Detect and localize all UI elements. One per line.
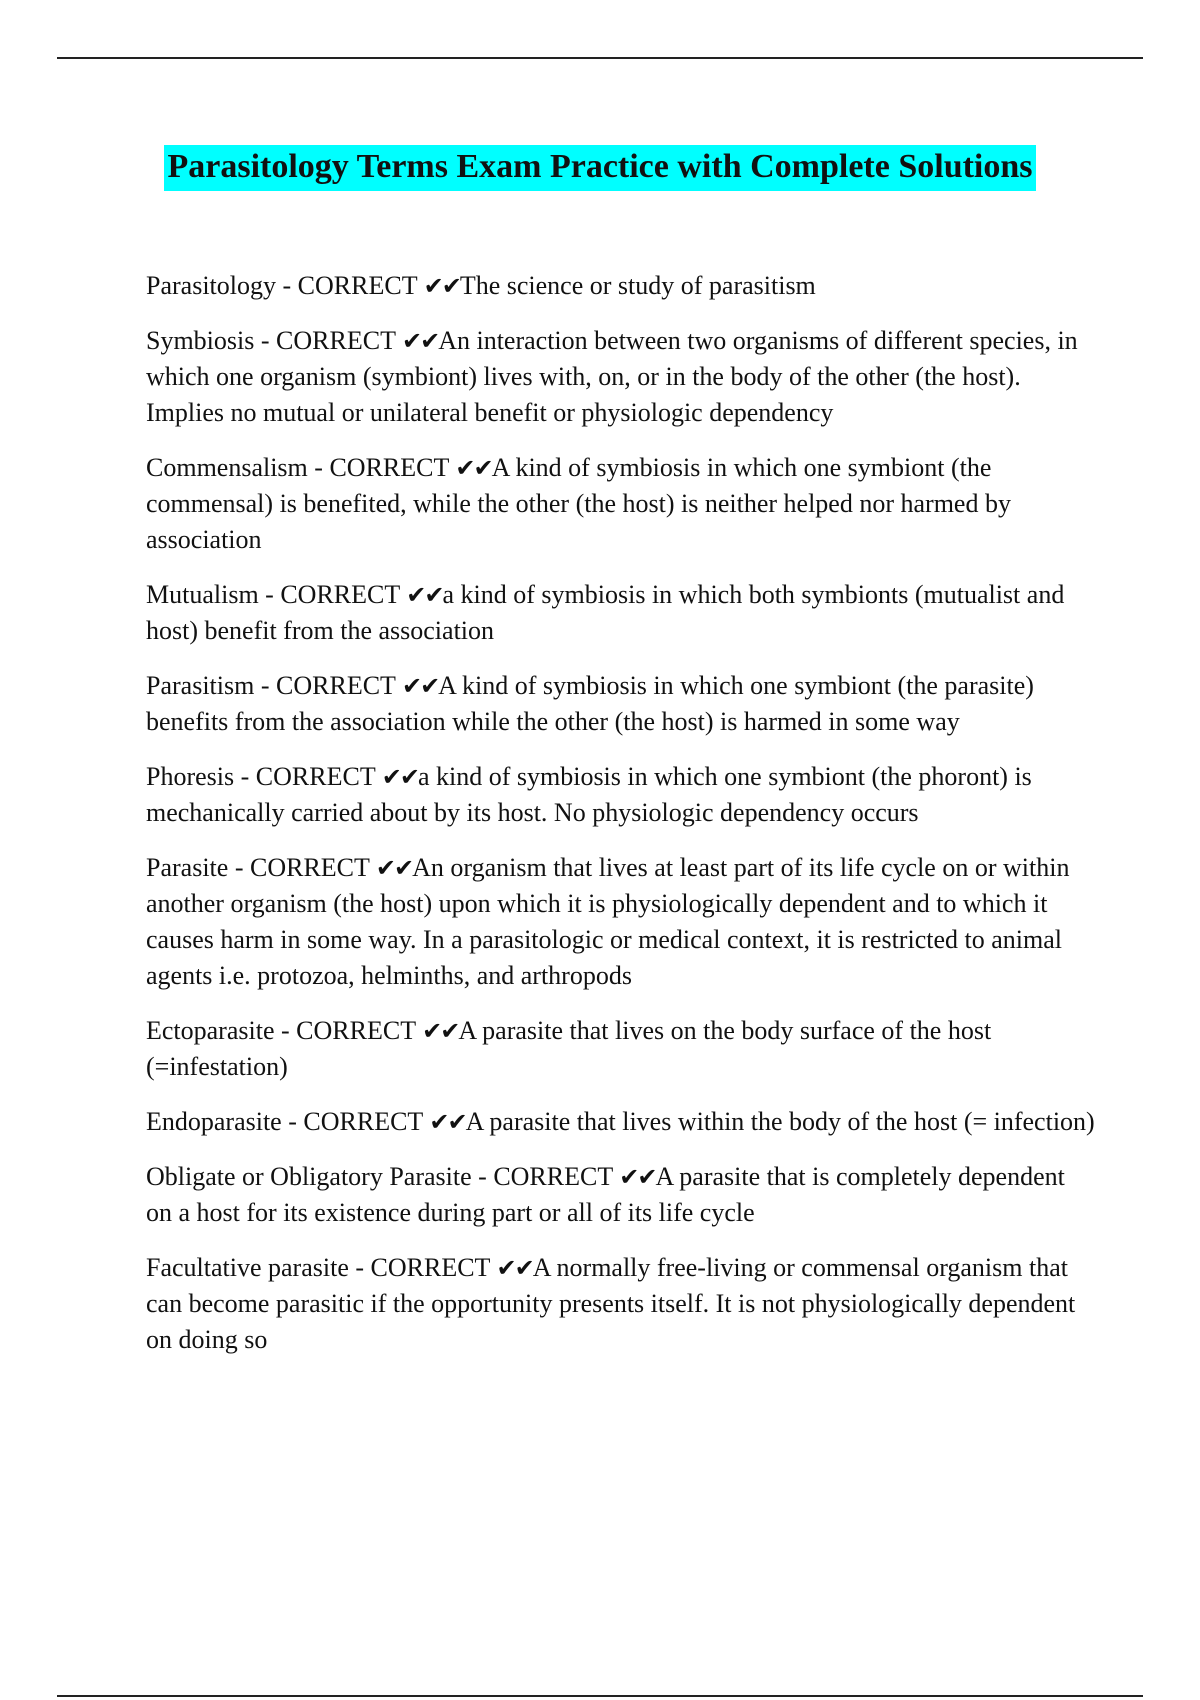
definition: The science or study of parasitism xyxy=(459,271,816,300)
correct-marker: CORRECT xyxy=(249,853,370,882)
term: Ectoparasite xyxy=(146,1016,275,1045)
definition: A kind of symbiosis in which one symbiont (the parasite) benefits from the association while the other (the host) is harmed in some way xyxy=(146,671,1034,736)
term-entry: Facultative parasite - CORRECT ✔✔A normally free-living or commensal organism that can become parasitic if the opportunity presents itself. It is not physiologically dependent on doing so xyxy=(146,1253,1076,1354)
double-check-icon: ✔✔ xyxy=(496,1254,533,1282)
double-check-icon: ✔✔ xyxy=(455,454,492,482)
definition: A parasite that is completely dependent on a host for its existence during part or all of its life cycle xyxy=(146,1162,1065,1227)
correct-marker: CORRECT xyxy=(303,1107,423,1136)
double-check-icon: ✔✔ xyxy=(375,854,413,882)
correct-marker: CORRECT xyxy=(297,271,418,300)
term-entry: Phoresis - CORRECT ✔✔a kind of symbiosis in which one symbiont (the phoront) is mechanically carried about by its host. No physiologic dependency occurs xyxy=(146,762,1032,827)
double-check-icon: ✔✔ xyxy=(406,581,443,609)
term-entry: Parasitism - CORRECT ✔✔A kind of symbiosis in which one symbiont (the parasite) benefits from the association while the other (the host) is harmed in some way xyxy=(146,671,1034,736)
double-check-icon: ✔✔ xyxy=(429,1108,466,1136)
term: Mutualism xyxy=(146,580,259,609)
double-check-icon: ✔✔ xyxy=(422,1017,459,1045)
term-entry: Symbiosis - CORRECT ✔✔An interaction between two organisms of different species, in which one organism (symbiont) lives with, on, or in the body of the other (the host). Implies no mutual or unilateral benefit or physiologic dependency xyxy=(146,326,1078,427)
term: Parasitism xyxy=(146,671,255,700)
term-entry: Parasite - CORRECT ✔✔An organism that lives at least part of its life cycle on or within another organism (the host) upon which it is physiologically dependent and to which it causes harm in some way. In a parasitologic or medical context, it is restricted to animal agents i.e. protozoa, helminths, and arthropods xyxy=(146,853,1070,990)
correct-marker: CORRECT xyxy=(296,1016,416,1045)
definition: A kind of symbiosis in which one symbiont (the commensal) is benefited, while the other (the host) is neither helped nor harmed by association xyxy=(146,453,1011,554)
double-check-icon: ✔✔ xyxy=(401,672,439,700)
term-entry: Commensalism - CORRECT ✔✔A kind of symbiosis in which one symbiont (the commensal) is benefited, while the other (the host) is neither helped nor harmed by association xyxy=(146,453,1011,554)
correct-marker: CORRECT xyxy=(276,326,396,355)
term: Commensalism xyxy=(146,453,308,482)
document-title: Parasitology Terms Exam Practice with Complete Solutions xyxy=(164,145,1035,191)
definition: A normally free-living or commensal organism that can become parasitic if the opportunity presents itself. It is not physiologically dependent on doing so xyxy=(146,1253,1076,1354)
correct-marker: CORRECT xyxy=(280,580,400,609)
term: Symbiosis xyxy=(146,326,255,355)
term: Parasite xyxy=(146,853,229,882)
double-check-icon: ✔✔ xyxy=(381,763,418,791)
term-entry: Endoparasite - CORRECT ✔✔A parasite that lives within the body of the host (= infection) xyxy=(146,1107,1095,1136)
definition: An organism that lives at least part of its life cycle on or within another organism (the host) upon which it is physiologically dependent and to which it causes harm in some way. In a parasitologic or medical context, it is restricted to animal agents i.e. protozoa, helminths, and arthropods xyxy=(146,853,1070,990)
term: Phoresis xyxy=(146,762,235,791)
definition: A parasite that lives within the body of the host (= infection) xyxy=(465,1107,1095,1136)
definition: a kind of symbiosis in which both symbionts (mutualist and host) benefit from the association xyxy=(146,580,1065,645)
double-check-icon: ✔✔ xyxy=(619,1163,656,1191)
term: Obligate or Obligatory Parasite xyxy=(146,1162,472,1191)
term-entry: Obligate or Obligatory Parasite - CORRECT ✔✔A parasite that is completely dependent on a host for its existence during part or all of its life cycle xyxy=(146,1162,1065,1227)
definition: A parasite that lives on the body surface of the host (=infestation) xyxy=(146,1016,992,1081)
term-list xyxy=(146,268,1096,1377)
term-entry: Mutualism - CORRECT ✔✔a kind of symbiosis in which both symbionts (mutualist and host) benefit from the association xyxy=(146,580,1065,645)
term-entry: Parasitology - CORRECT ✔✔The science or study of parasitism xyxy=(146,271,816,300)
term: Endoparasite xyxy=(146,1107,282,1136)
double-check-icon: ✔✔ xyxy=(401,327,439,355)
bottom-rule xyxy=(57,1695,1143,1697)
correct-marker: CORRECT xyxy=(493,1162,613,1191)
term: Facultative parasite xyxy=(146,1253,349,1282)
correct-marker: CORRECT xyxy=(370,1253,490,1282)
correct-marker: CORRECT xyxy=(276,671,396,700)
double-check-icon: ✔✔ xyxy=(423,272,460,300)
definition: a kind of symbiosis in which one symbiont (the phoront) is mechanically carried about by its host. No physiologic dependency occurs xyxy=(146,762,1032,827)
definition: An interaction between two organisms of different species, in which one organism (symbiont) lives with, on, or in the body of the other (the host). Implies no mutual or unilateral benefit or physiologic dependency xyxy=(146,326,1078,427)
correct-marker: CORRECT xyxy=(329,453,449,482)
correct-marker: CORRECT xyxy=(255,762,376,791)
top-rule xyxy=(57,57,1143,59)
title-container xyxy=(0,145,1200,191)
term: Parasitology xyxy=(146,271,276,300)
term-entry: Ectoparasite - CORRECT ✔✔A parasite that lives on the body surface of the host (=infestation) xyxy=(146,1016,992,1081)
